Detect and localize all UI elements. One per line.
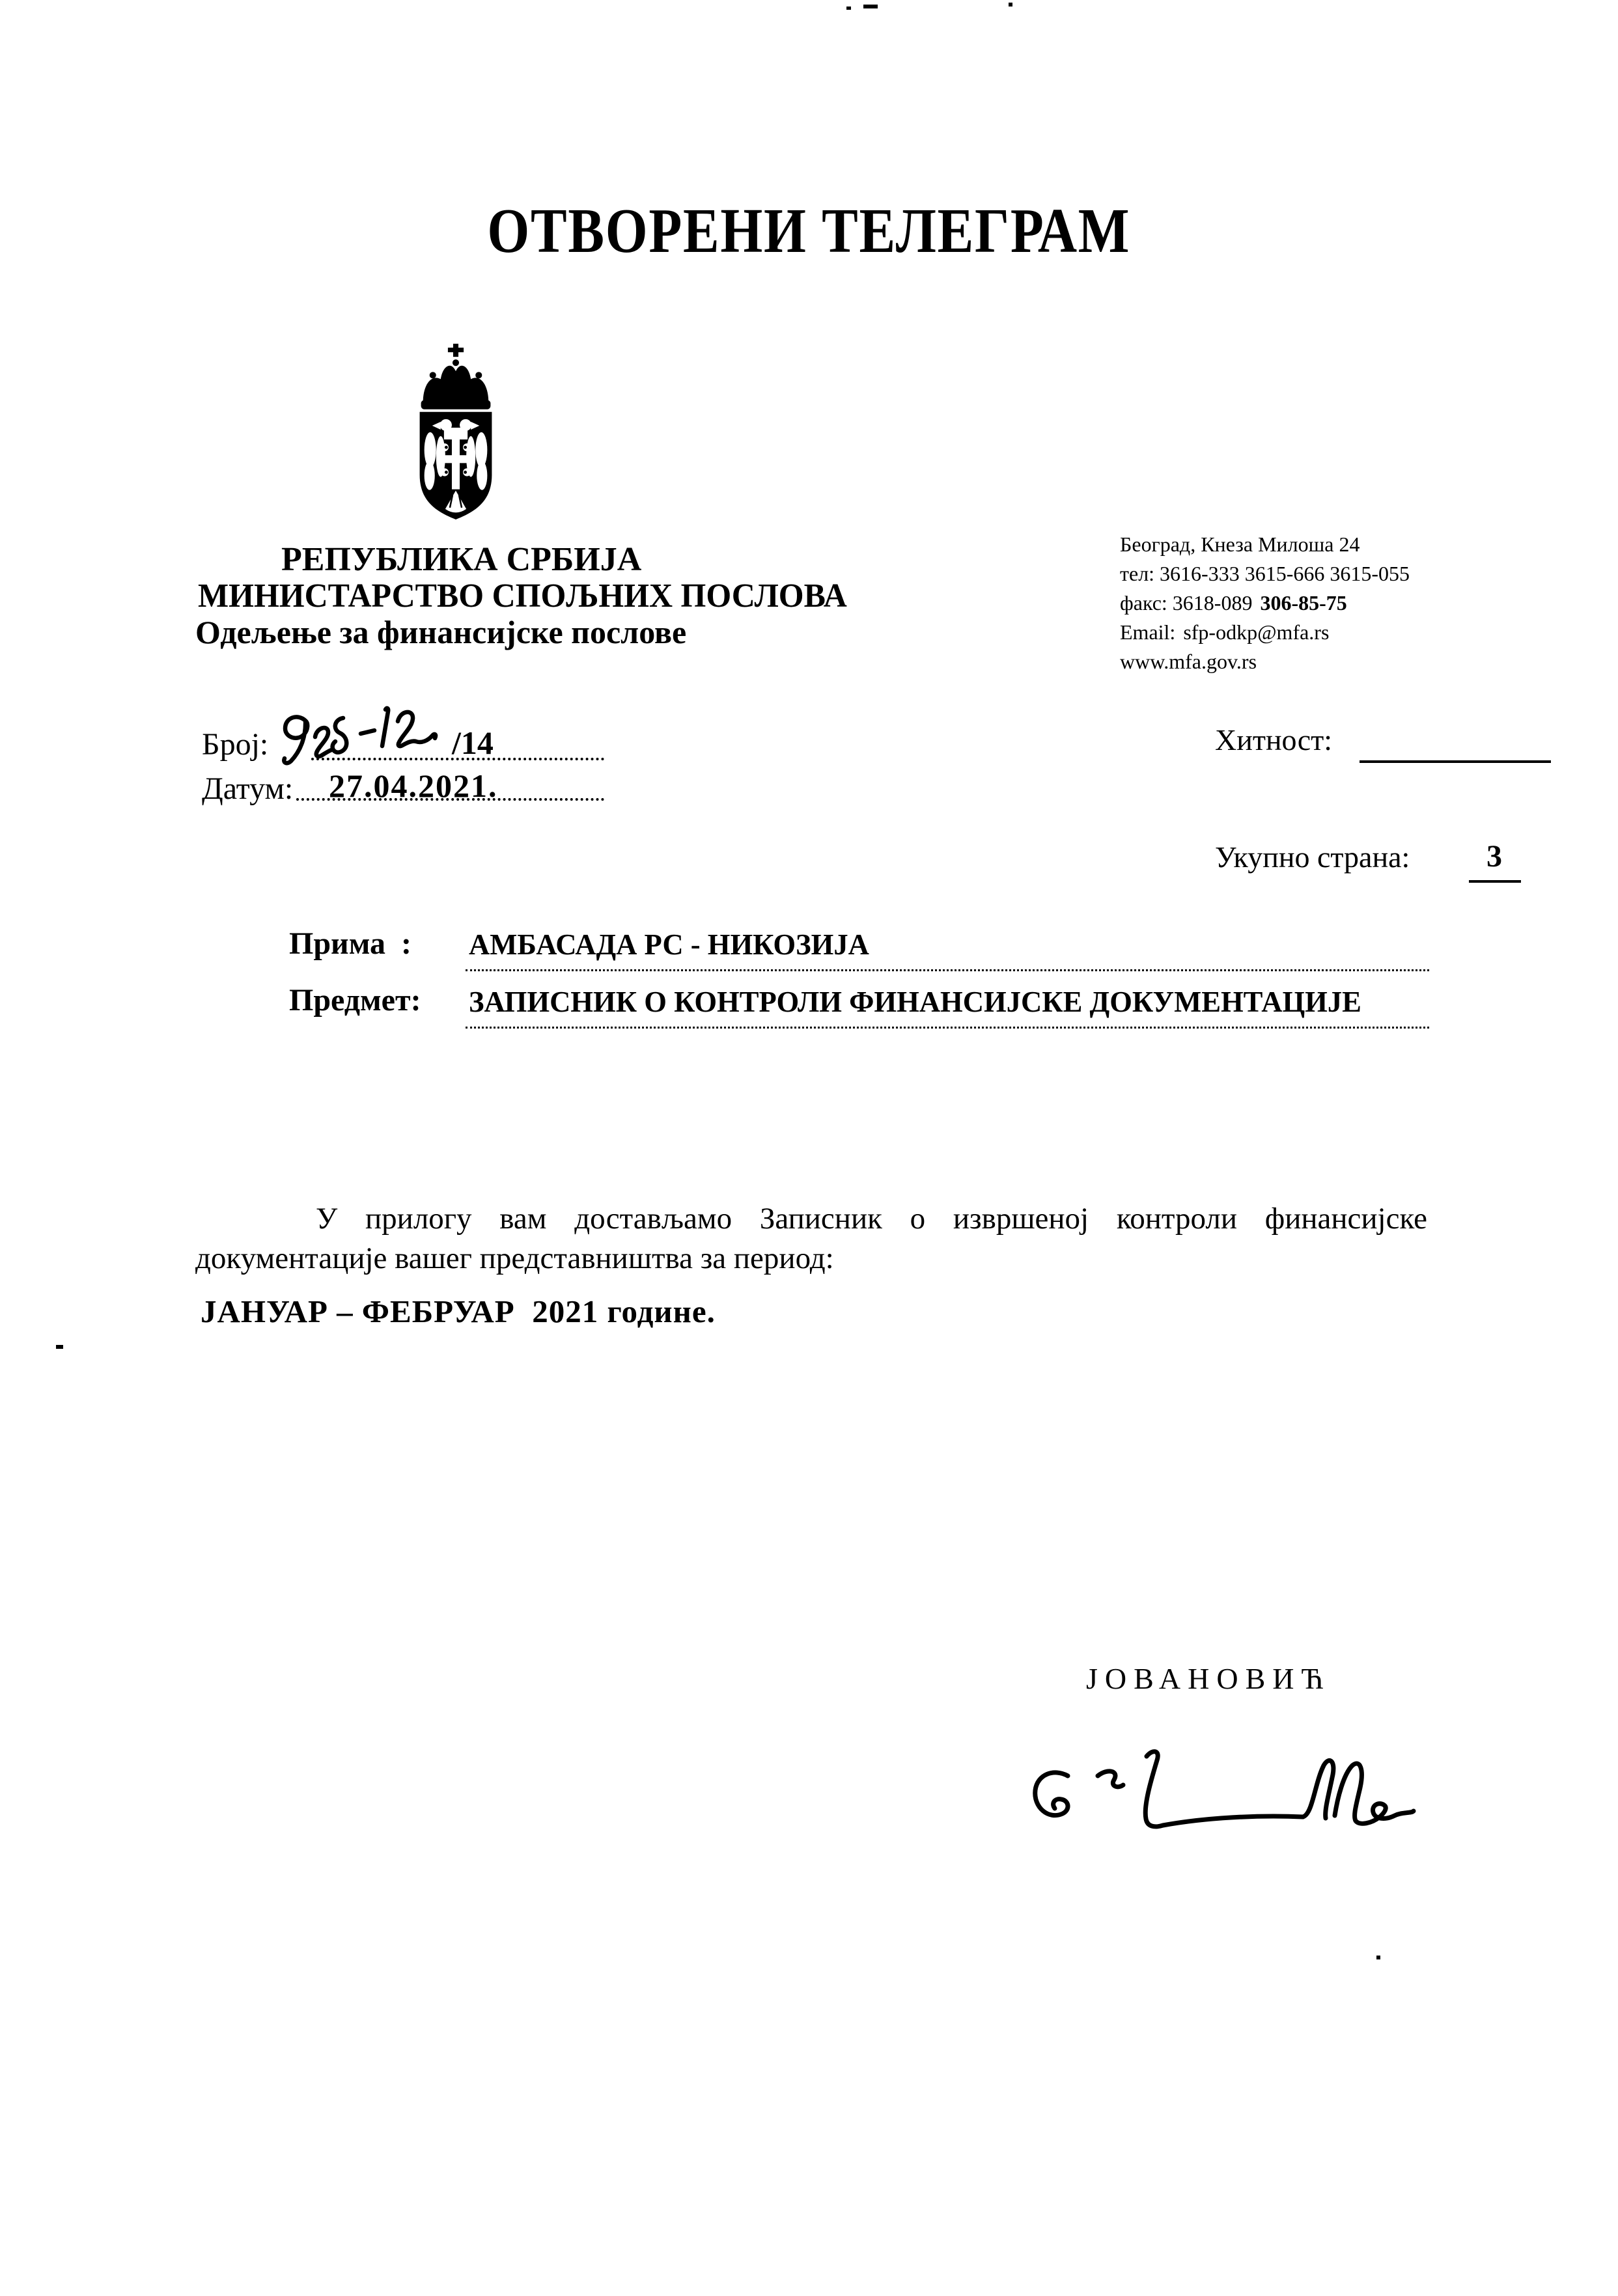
handwritten-signature: [1022, 1742, 1432, 1869]
body-paragraph-line1: У прилогу вам достављамо Записник о извршеној контроли финансијске: [316, 1202, 1427, 1236]
contact-fax: [1120, 588, 1410, 618]
recipient-value: АМБАСАДА РС - НИКОЗИЈА: [469, 928, 869, 961]
serbia-coat-of-arms-icon: [406, 344, 505, 521]
urgency-blank-line: [1360, 760, 1551, 763]
org-name-republic: РЕПУБЛИКА СРБИЈА: [281, 541, 642, 578]
subject-label: Предмет:: [289, 983, 421, 1017]
date-label: Датум:: [202, 771, 294, 806]
signatory-name: ЈОВАНОВИЋ: [1086, 1662, 1331, 1695]
total-pages-label: Укупно страна:: [1215, 840, 1410, 874]
number-underline: [311, 758, 604, 760]
scan-artifact: [1009, 3, 1012, 7]
contact-website: www.mfa.gov.rs: [1120, 650, 1257, 673]
number-label: Број:: [202, 727, 269, 762]
contact-phone: тел: 3616-333 3615-666 3615-055: [1120, 562, 1410, 585]
org-name-ministry: МИНИСТАРСТВО СПОЉНИХ ПОСЛОВА: [198, 577, 847, 615]
contact-address: Београд, Кнеза Милоша 24: [1120, 533, 1360, 556]
total-pages-underline: [1469, 880, 1521, 883]
fax-label: факс: 3618-089: [1120, 591, 1253, 615]
subject-value: ЗАПИСНИК О КОНТРОЛИ ФИНАНСИЈСКЕ ДОКУМЕНТАЦИЈЕ: [469, 985, 1361, 1018]
body-paragraph-line2: документације вашег представништва за период:: [195, 1241, 834, 1275]
subject-underline: [466, 1027, 1429, 1029]
email-label: Email:: [1120, 620, 1176, 644]
recipient-label: Прима :: [289, 926, 412, 961]
number-suffix: /14: [452, 725, 494, 761]
urgency-label: Хитност:: [1215, 723, 1333, 756]
email-value: sfp-odkp@mfa.rs: [1183, 620, 1330, 644]
recipient-underline: [466, 969, 1429, 971]
date-value: 27.04.2021.: [329, 768, 498, 804]
contact-email: [1120, 618, 1410, 647]
date-underline: [296, 798, 604, 801]
org-department: Одељење за финансијске послове: [195, 614, 687, 650]
fax-number-bold: 306-85-75: [1260, 591, 1347, 615]
scan-artifact: [863, 5, 878, 8]
total-pages-value: 3: [1486, 839, 1502, 874]
contact-block: [1120, 530, 1410, 676]
scan-artifact: [846, 7, 851, 10]
scan-artifact: [1376, 1956, 1380, 1959]
document-title: ОТВОРЕНИ ТЕЛЕГРАМ: [487, 196, 1131, 266]
body-period-bold: ЈАНУАР – ФЕБРУАР 2021 године.: [201, 1293, 716, 1329]
scan-artifact: [56, 1345, 63, 1349]
